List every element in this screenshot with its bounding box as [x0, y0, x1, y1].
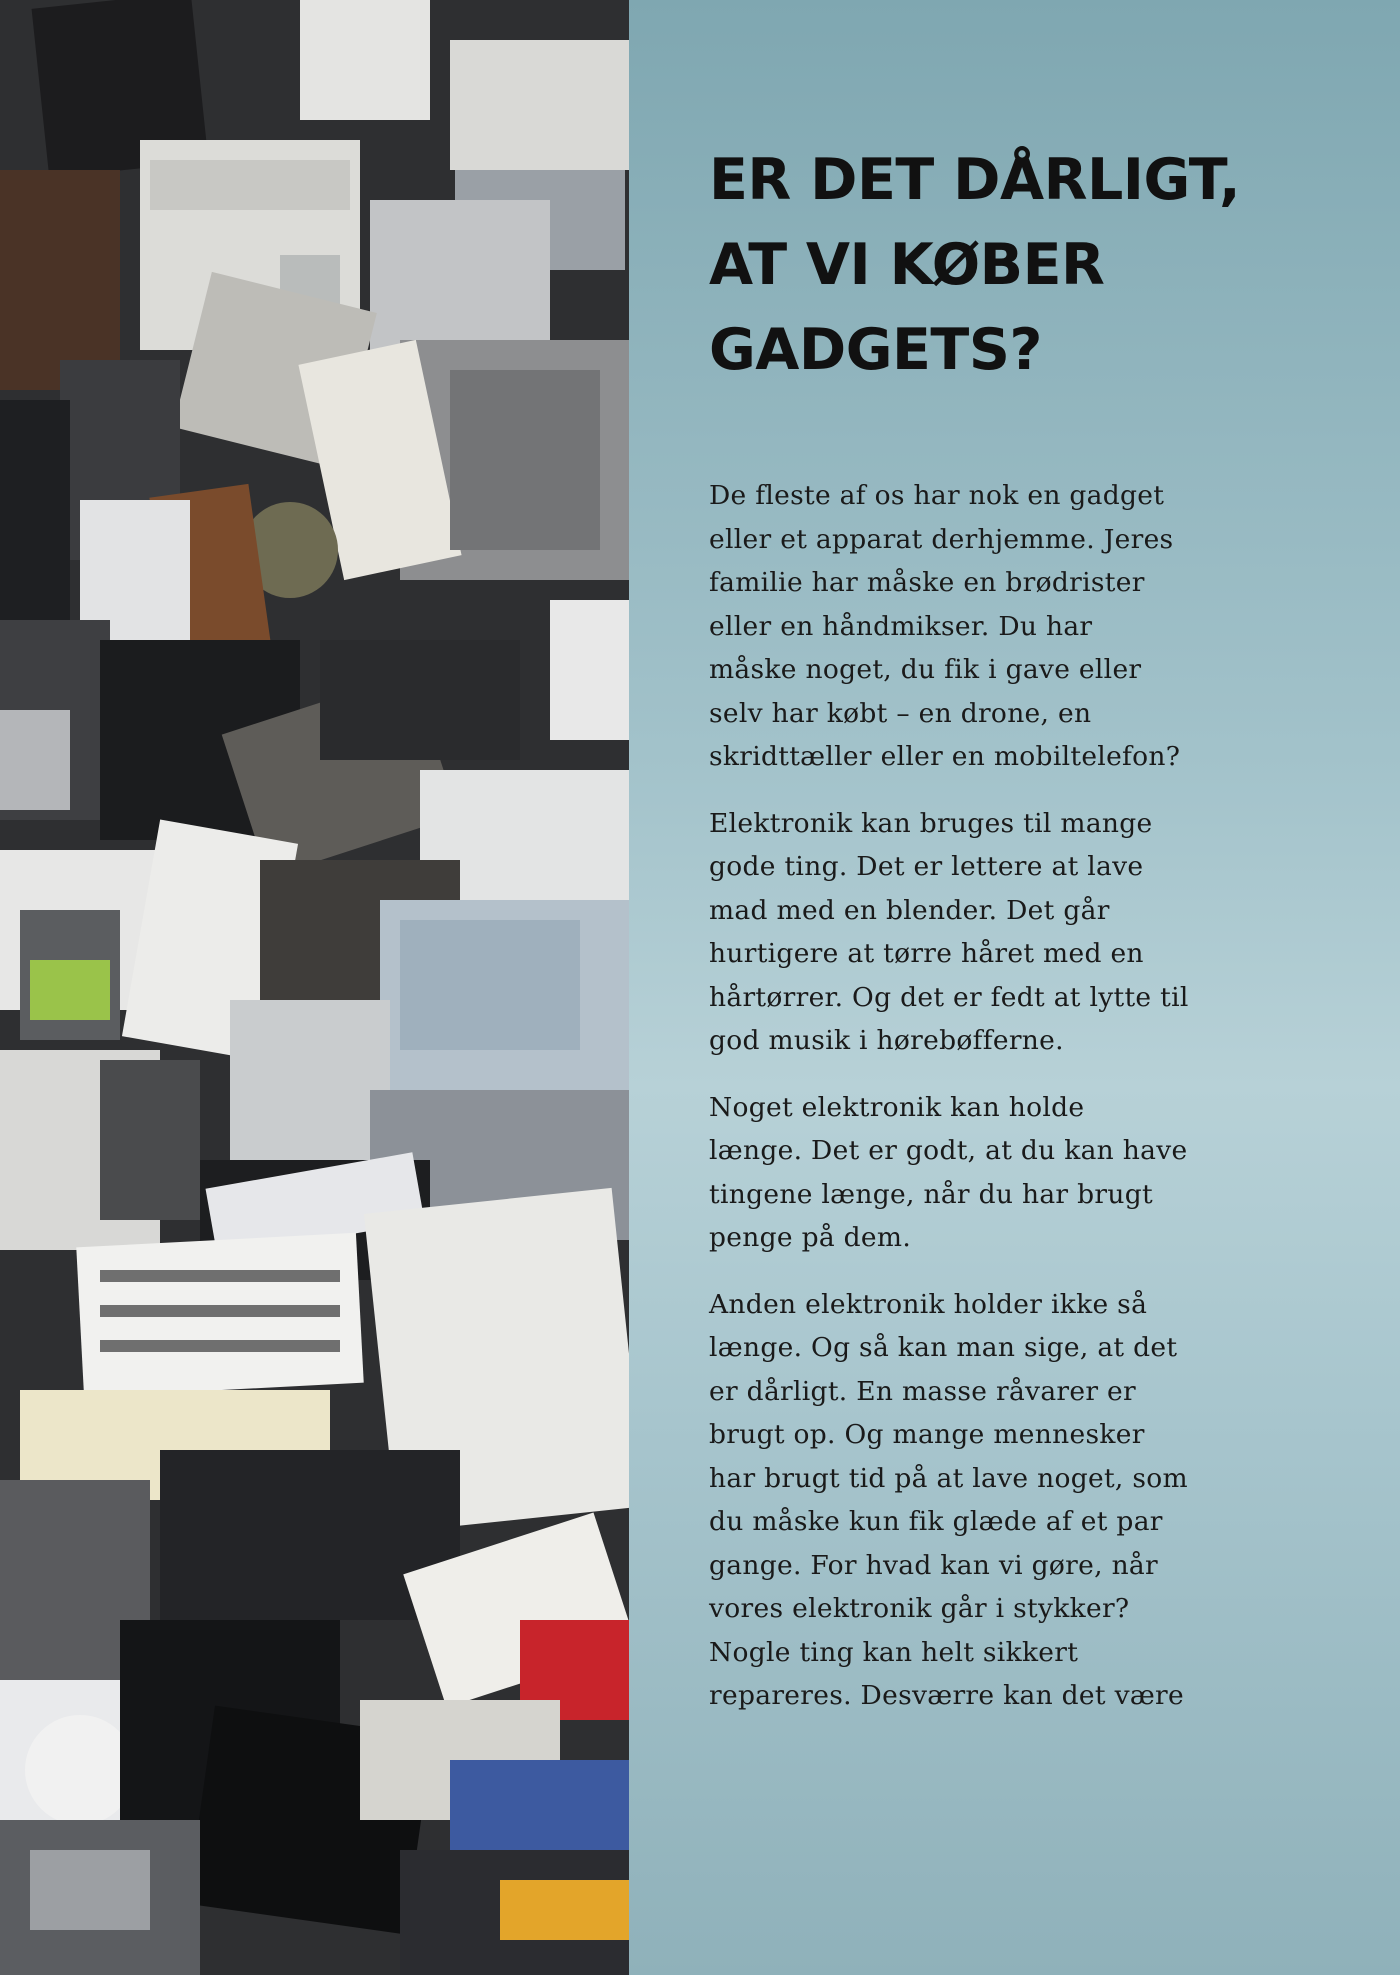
text-line: familie har måske en brødrister: [709, 567, 1145, 598]
headline: [709, 138, 1349, 393]
text-panel: [629, 0, 1400, 1975]
headline-line: GADGETS?: [709, 317, 1042, 383]
text-line: tingene længe, når du har brugt: [709, 1178, 1153, 1210]
text-line: vores elektronik går i stykker?: [709, 1593, 1130, 1624]
body-text: [709, 474, 1369, 1741]
text-line: længe. Og så kan man sige, at det: [709, 1332, 1178, 1363]
text-line: mad med en blender. Det går: [709, 894, 1110, 926]
text-line: Nogle ting kan helt sikkert: [709, 1636, 1079, 1668]
text-line: gange. For hvad kan vi gøre, når: [709, 1549, 1158, 1581]
text-line: måske noget, du fik i gave eller: [709, 654, 1142, 685]
text-line: har brugt tid på at lave noget, som: [709, 1462, 1188, 1494]
text-line: eller en håndmikser. Du har: [709, 610, 1093, 642]
text-line: hårtørrer. Og det er fedt at lytte til: [709, 981, 1189, 1013]
text-line: hurtigere at tørre håret med en: [709, 938, 1144, 969]
e-waste-photo: [0, 0, 629, 1975]
headline-line: AT VI KØBER: [709, 232, 1105, 298]
text-line: Elektronik kan bruges til mange: [709, 807, 1153, 839]
text-line: penge på dem.: [709, 1222, 912, 1253]
text-line: længe. Det er godt, at du kan have: [709, 1135, 1188, 1166]
text-line: selv har købt – en drone, en: [709, 697, 1092, 729]
paragraph: [709, 802, 1369, 1063]
paragraph: [709, 1283, 1369, 1718]
text-line: De fleste af os har nok en gadget: [709, 480, 1165, 511]
text-line: Noget elektronik kan holde: [709, 1091, 1085, 1123]
text-line: god musik i hørebøfferne.: [709, 1025, 1064, 1056]
text-line: repareres. Desværre kan det være: [709, 1680, 1185, 1711]
text-line: skridttæller eller en mobiltelefon?: [709, 741, 1181, 772]
paragraph: [709, 474, 1369, 779]
text-line: du måske kun fik glæde af et par: [709, 1506, 1163, 1537]
text-line: Anden elektronik holder ikke så: [709, 1288, 1148, 1320]
text-line: er dårligt. En masse råvarer er: [709, 1375, 1137, 1407]
text-line: brugt op. Og mange mennesker: [709, 1419, 1145, 1450]
e-waste-pile-illustration: [0, 0, 629, 1975]
text-line: gode ting. Det er lettere at lave: [709, 851, 1144, 882]
paragraph: [709, 1086, 1369, 1260]
headline-line: ER DET DÅRLIGT,: [709, 147, 1241, 213]
text-line: eller et apparat derhjemme. Jeres: [709, 523, 1174, 555]
